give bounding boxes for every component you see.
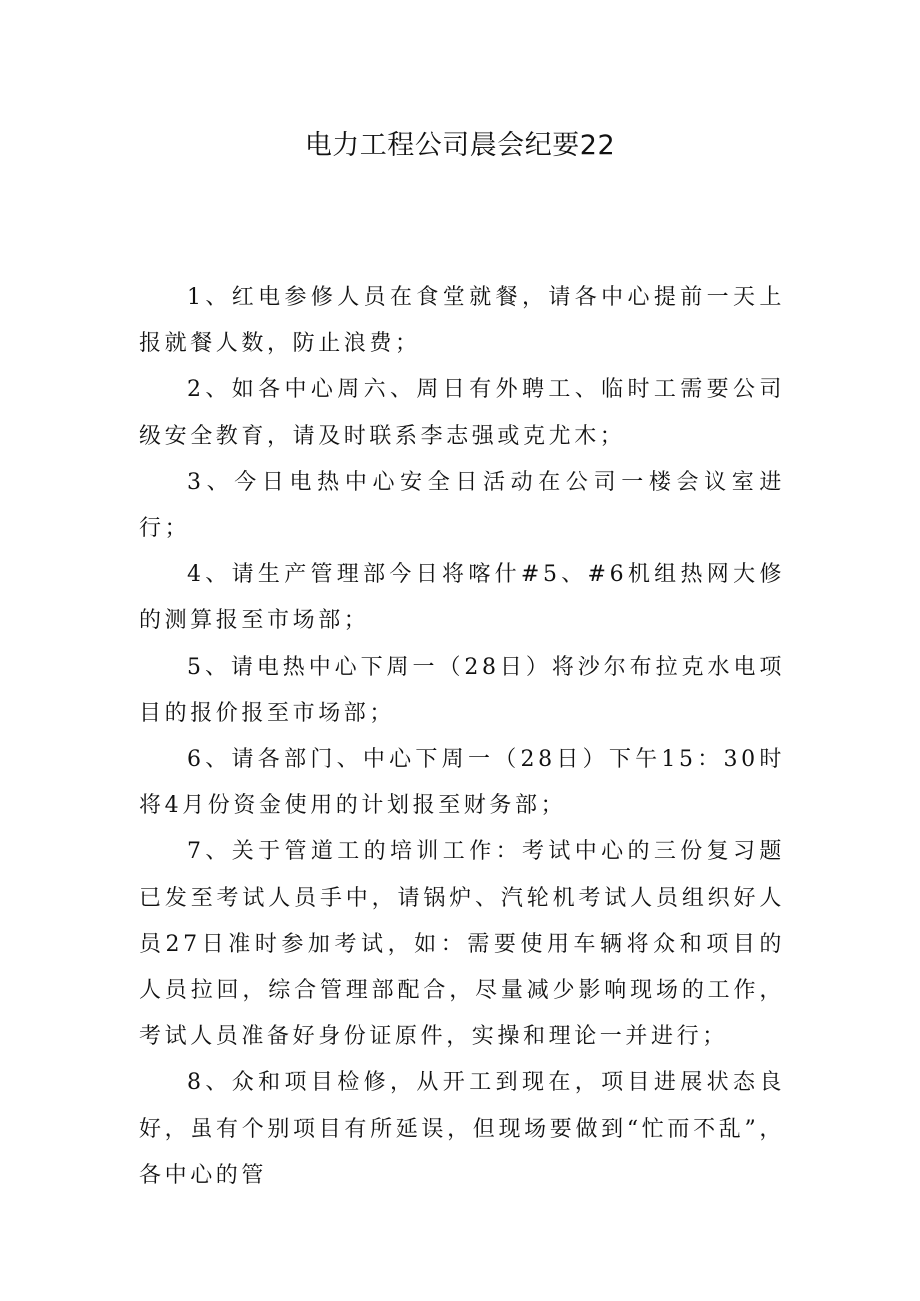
paragraph-3: 3、今日电热中心安全日活动在公司一楼会议室进行； [139,469,785,542]
paragraph-4: 4、请生产管理部今日将喀什#5、#6机组热网大修的测算报至市场部； [139,562,785,634]
paragraph-5: 5、请电热中心下周一（28日）将沙尔布拉克水电项目的报价报至市场部； [139,654,785,726]
paragraph-1: 1、红电参修人员在食堂就餐，请各中心提前一天上报就餐人数，防止浪费； [139,285,785,357]
paragraph-6: 6、请各部门、中心下周一（28日）下午15：30时将4月份资金使用的计划报至财务部； [139,747,785,819]
paragraph-7: 7、关于管道工的培训工作：考试中心的三份复习题已发至考试人员手中，请锅炉、汽轮机考试人员组织好人员27日准时参加考试，如：需要使用车辆将众和项目的人员拉回，综合管理部配合，尽量减少影响现场的工作，考试人员准备好身份证原件，实操和理论一并进行； [139,839,785,1050]
paragraph-2: 2、如各中心周六、周日有外聘工、临时工需要公司级安全教育，请及时联系李志强或克尤木； [139,377,785,449]
paragraph-8: 8、众和项目检修，从开工到现在，项目进展状态良好，虽有个别项目有所延误，但现场要做到“忙而不乱”，各中心的管 [139,1070,785,1188]
document-body [139,275,785,1199]
document-title: 电力工程公司晨会纪要22 [304,130,616,161]
